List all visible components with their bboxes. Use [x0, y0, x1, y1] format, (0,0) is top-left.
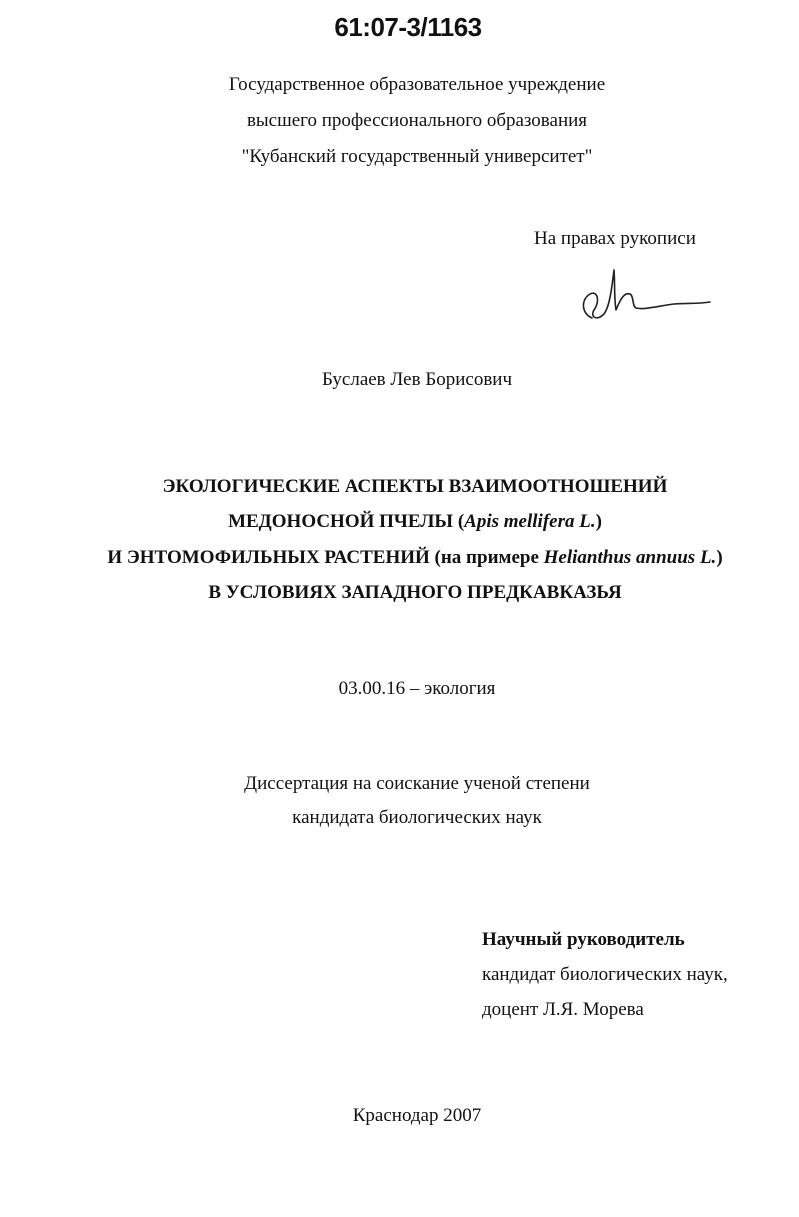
- handwritten-signature: [578, 262, 714, 328]
- title-line-2-suffix: ): [595, 511, 602, 532]
- institution-line-2: высшего профессионального образования: [246, 110, 588, 131]
- supervisor-heading: Научный руководитель: [482, 929, 685, 950]
- specialty-code: 03.00.16 – экология: [338, 678, 496, 699]
- supervisor-name: доцент Л.Я. Морева: [482, 999, 644, 1020]
- dissertation-line-2: кандидата биологических наук: [292, 807, 542, 828]
- species-apis: Apis mellifera L.: [464, 511, 596, 532]
- title-line-3-suffix: ): [716, 547, 723, 568]
- supervisor-degree: кандидат биологических наук,: [482, 964, 728, 985]
- archive-stamp: 61:07-3/1163: [334, 12, 482, 42]
- title-line-4: В УСЛОВИЯХ ЗАПАДНОГО ПРЕДКАВКАЗЬЯ: [208, 582, 622, 603]
- title-line-2: [0, 512, 799, 531]
- author-name: Буслаев Лев Борисович: [321, 369, 513, 390]
- title-line-3: [0, 548, 799, 567]
- species-helianthus: Helianthus annuus L.: [543, 547, 717, 568]
- institution-line-3: "Кубанский государственный университет": [241, 146, 593, 167]
- title-line-2-prefix: МЕДОНОСНОЙ ПЧЕЛЫ (: [228, 511, 465, 532]
- institution-line-1: Государственное образовательное учреждение: [228, 74, 606, 95]
- manuscript-rights: На правах рукописи: [534, 228, 696, 249]
- place-and-year: Краснодар 2007: [352, 1105, 482, 1126]
- title-line-1: ЭКОЛОГИЧЕСКИЕ АСПЕКТЫ ВЗАИМООТНОШЕНИЙ: [162, 476, 668, 497]
- dissertation-line-1: Диссертация на соискание ученой степени: [244, 773, 590, 794]
- title-line-3-prefix: И ЭНТОМОФИЛЬНЫХ РАСТЕНИЙ (на примере: [107, 547, 544, 568]
